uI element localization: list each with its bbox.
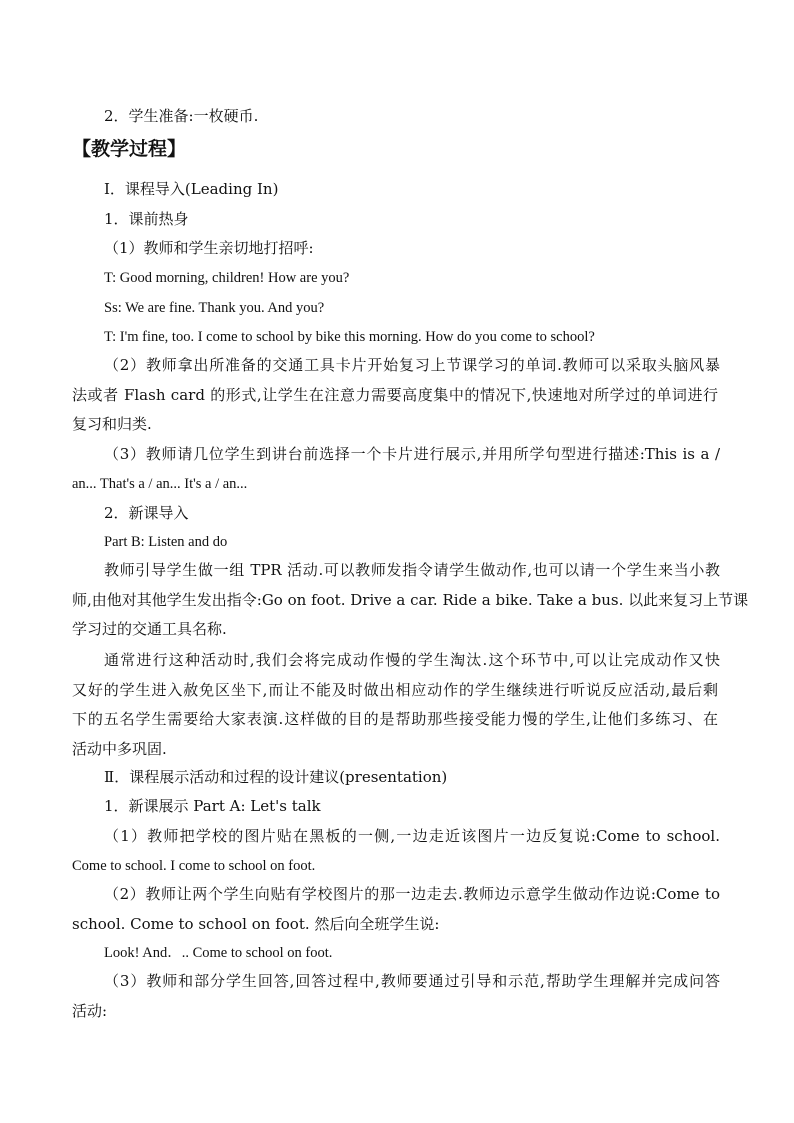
present-title: 1．新课展示 Part A: Let's talk bbox=[104, 797, 321, 815]
step3-line: an... That's a / an... It's a / an... bbox=[72, 476, 248, 492]
dialogue-line: T: I'm fine, too. I come to school by bike this morning. How do you come to school? bbox=[104, 329, 595, 345]
warmup-title: 1．课前热身 bbox=[104, 210, 189, 228]
p2-line: （2）教师让两个学生向贴有学校图片的那一边走去.教师边示意学生做动作边说:Come to bbox=[104, 885, 720, 903]
step2-line: 复习和归类. bbox=[72, 415, 152, 433]
step2-line: （2）教师拿出所准备的交通工具卡片开始复习上节课学习的单词.教师可以采取头脑风暴 bbox=[104, 356, 720, 374]
step2-line: 法或者 Flash card 的形式,让学生在注意力需要高度集中的情况下,快速地对所学过的单词进行 bbox=[72, 386, 718, 404]
tpr-line: 学习过的交通工具名称. bbox=[72, 620, 227, 638]
p3-line: （3）教师和部分学生回答,回答过程中,教师要通过引导和示范,帮助学生理解并完成问答 bbox=[104, 972, 720, 990]
tpr-line: 师,由他对其他学生发出指令:Go on foot. Drive a car. Ride a bike. Take a bus. 以此来复习上节课 bbox=[72, 591, 749, 609]
step3-line: （3）教师请几位学生到讲台前选择一个卡片进行展示,并用所学句型进行描述:This is a / bbox=[104, 445, 720, 463]
p1-line: （1）教师把学校的图片贴在黑板的一侧,一边走近该图片一边反复说:Come to school. bbox=[104, 827, 720, 845]
elim-line: 活动中多巩固. bbox=[72, 740, 167, 758]
look-line: Look! And．.. Come to school on foot. bbox=[104, 945, 333, 961]
p3-line: 活动: bbox=[72, 1002, 108, 1020]
part1-title: Ⅰ．课程导入(Leading In) bbox=[104, 180, 279, 198]
newlesson-title: 2．新课导入 bbox=[104, 504, 189, 522]
dialogue-line: Ss: We are fine. Thank you. And you? bbox=[104, 300, 325, 316]
p1-line: Come to school. I come to school on foot. bbox=[72, 858, 316, 874]
p2-line: school. Come to school on foot. 然后向全班学生说: bbox=[72, 915, 440, 933]
elim-line: 通常进行这种活动时,我们会将完成动作慢的学生淘汰.这个环节中,可以让完成动作又快 bbox=[104, 651, 720, 669]
partb-title: Part B: Listen and do bbox=[104, 534, 228, 550]
prep-item: 2．学生准备:一枚硬币. bbox=[104, 107, 259, 125]
part2-title: Ⅱ．课程展示活动和过程的设计建议(presentation) bbox=[104, 768, 448, 786]
elim-line: 又好的学生进入赦免区坐下,而让不能及时做出相应动作的学生继续进行听说反应活动,最后剩 bbox=[72, 681, 718, 699]
dialogue-line: T: Good morning, children! How are you? bbox=[104, 270, 350, 286]
tpr-line: 教师引导学生做一组 TPR 活动.可以教师发指令请学生做动作,也可以请一个学生来当小教 bbox=[104, 561, 720, 579]
step1-text: （1）教师和学生亲切地打招呼: bbox=[104, 239, 314, 257]
elim-line: 下的五名学生需要给大家表演.这样做的目的是帮助那些接受能力慢的学生,让他们多练习、在 bbox=[72, 710, 718, 728]
section-heading: 【教学过程】 bbox=[72, 138, 187, 160]
